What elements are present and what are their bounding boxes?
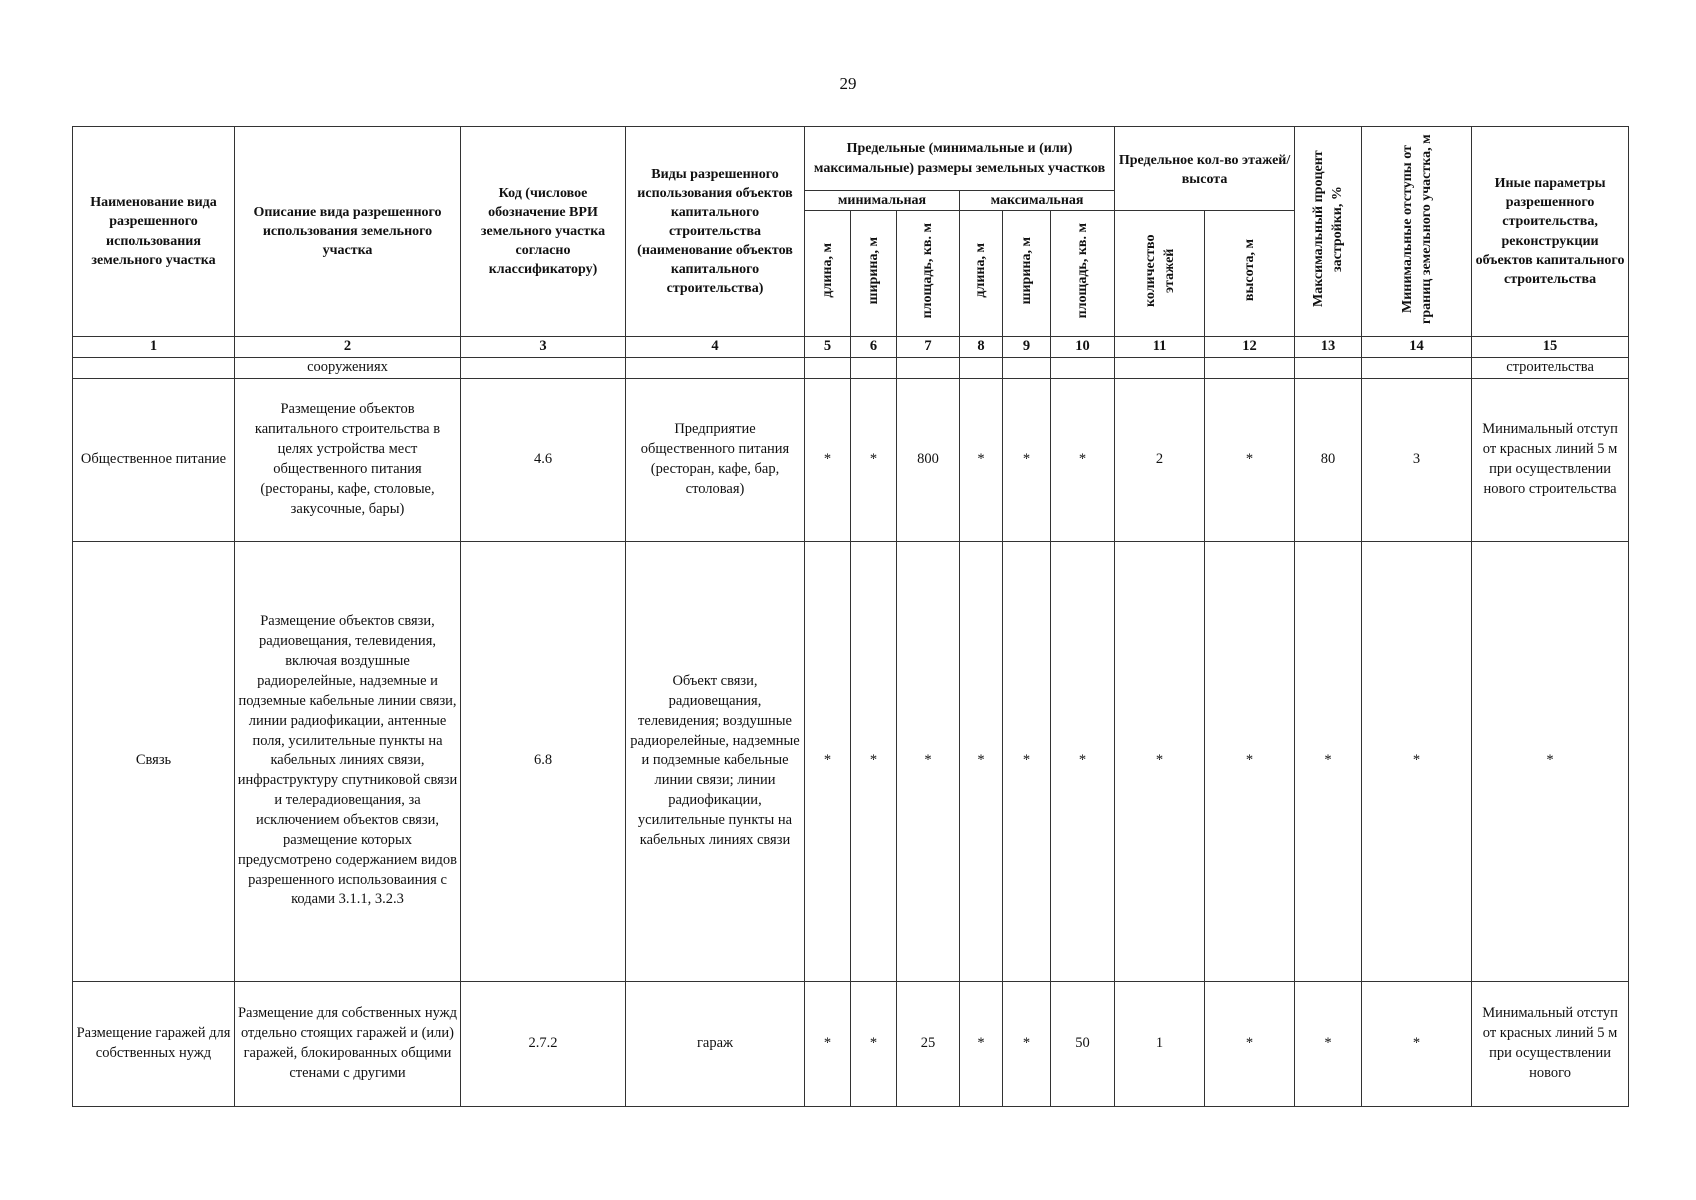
- column-number: 13: [1295, 337, 1362, 358]
- column-number: 3: [461, 337, 626, 358]
- row-other: Минимальный отступ от красных линий 5 м при осуществлении нового строительства: [1472, 378, 1629, 541]
- header-build-percent: [1295, 127, 1362, 337]
- table-cell: [626, 358, 805, 379]
- row-max-width: *: [1003, 541, 1051, 981]
- table-row: [73, 378, 1629, 541]
- table-cell: [1205, 358, 1295, 379]
- row-floors: 2: [1115, 378, 1205, 541]
- column-number: 5: [805, 337, 851, 358]
- row-objects: Объект связи, радиовещания, телевидения; воздушные радиорелейные, надземные и подземные кабельные линии связи; линии радиофикации, усилительные пункты на кабельных линиях связи: [626, 541, 805, 981]
- row-code: 6.8: [461, 541, 626, 981]
- row-max-length: *: [960, 378, 1003, 541]
- header-build-percent-label: Максимальный процент застройки, %: [1311, 150, 1346, 307]
- header-max-length: [960, 211, 1003, 337]
- row-max-length: *: [960, 981, 1003, 1106]
- row-min-area: *: [897, 541, 960, 981]
- header-description: Описание вида разрешенного использования земельного участка: [235, 127, 461, 337]
- row-height: *: [1205, 541, 1295, 981]
- row-build-percent: *: [1295, 981, 1362, 1106]
- row-min-width: *: [851, 541, 897, 981]
- row-max-area: *: [1051, 541, 1115, 981]
- header-name: Наименование вида разрешенного использования земельного участка: [73, 127, 235, 337]
- table-cell: [805, 358, 851, 379]
- column-number: 15: [1472, 337, 1629, 358]
- table-row: [73, 541, 1629, 981]
- row-other: Минимальный отступ от красных линий 5 м при осуществлении нового: [1472, 981, 1629, 1106]
- table-cell: [73, 358, 235, 379]
- table-cell: [1051, 358, 1115, 379]
- header-height-label: высота, м: [1242, 239, 1258, 302]
- row-floors: 1: [1115, 981, 1205, 1106]
- row-name: Размещение гаражей для собственных нужд: [73, 981, 235, 1106]
- table-cell: [461, 358, 626, 379]
- continuation-other: строительства: [1472, 358, 1629, 379]
- header-other: Иные параметры разрешенного строительства, реконструкции объектов капитального строительства: [1472, 127, 1629, 337]
- column-number: 11: [1115, 337, 1205, 358]
- table-cell: [1115, 358, 1205, 379]
- column-number: 14: [1362, 337, 1472, 358]
- header-min-width-label: ширина, м: [865, 236, 881, 305]
- row-floors: *: [1115, 541, 1205, 981]
- header-min-width: [851, 211, 897, 337]
- row-build-percent: 80: [1295, 378, 1362, 541]
- header-floors: [1115, 211, 1205, 337]
- row-objects: гараж: [626, 981, 805, 1106]
- column-number: 6: [851, 337, 897, 358]
- header-max-length-label: длина, м: [973, 243, 989, 298]
- row-code: 2.7.2: [461, 981, 626, 1106]
- row-min-area: 800: [897, 378, 960, 541]
- table-cell: [897, 358, 960, 379]
- row-description: Размещение объектов связи, радиовещания, телевидения, включая воздушные радиорелейные, надземные и подземные кабельные линии связи, линии радиофикации, антенные поля, усилительные пункты на кабельных линиях связи, инфраструктуру спутниковой связи и телерадиовещания, за исключением объектов связи, размещение которых предусмотрено содержанием видов разрешенного использоваиния с кодами 3.1.1, 3.2.3: [235, 541, 461, 981]
- table-row: [73, 981, 1629, 1106]
- page-number: 29: [839, 74, 857, 93]
- row-height: *: [1205, 981, 1295, 1106]
- continuation-row: [73, 358, 1629, 379]
- header-max-width: [1003, 211, 1051, 337]
- header-code: Код (числовое обозначение ВРИ земельного участка согласно классификатору): [461, 127, 626, 337]
- header-group-max: максимальная: [960, 191, 1115, 211]
- header-min-length-label: длина, м: [819, 243, 835, 298]
- column-number: 10: [1051, 337, 1115, 358]
- row-min-length: *: [805, 541, 851, 981]
- row-name: Связь: [73, 541, 235, 981]
- column-number: 1: [73, 337, 235, 358]
- header-min-area: [897, 211, 960, 337]
- column-number: 7: [897, 337, 960, 358]
- continuation-description: сооружениях: [235, 358, 461, 379]
- row-max-length: *: [960, 541, 1003, 981]
- row-setback: 3: [1362, 378, 1472, 541]
- column-number: 9: [1003, 337, 1051, 358]
- header-floors-label: количество этажей: [1142, 234, 1177, 307]
- header-max-area-label: площадь, кв. м: [1075, 222, 1090, 319]
- row-setback: *: [1362, 981, 1472, 1106]
- row-max-width: *: [1003, 981, 1051, 1106]
- row-objects: Предприятие общественного питания (ресторан, кафе, бар, столовая): [626, 378, 805, 541]
- row-min-area: 25: [897, 981, 960, 1106]
- column-number: 4: [626, 337, 805, 358]
- row-min-width: *: [851, 378, 897, 541]
- column-number: 8: [960, 337, 1003, 358]
- header-min-length: [805, 211, 851, 337]
- header-setback-label: Минимальные отступы от границ земельного участка, м: [1399, 133, 1434, 324]
- header-min-area-label: площадь, кв. м: [920, 222, 936, 319]
- row-setback: *: [1362, 541, 1472, 981]
- header-setback: [1362, 127, 1472, 337]
- row-min-length: *: [805, 378, 851, 541]
- row-other: *: [1472, 541, 1629, 981]
- table-cell: [1003, 358, 1051, 379]
- row-name: Общественное питание: [73, 378, 235, 541]
- header-group-min: минимальная: [805, 191, 960, 211]
- table-cell: [1295, 358, 1362, 379]
- column-number-row: [73, 337, 1629, 358]
- header-max-area: [1051, 211, 1115, 337]
- row-description: Размещение объектов капитального строительства в целях устройства мест общественного питания (рестораны, кафе, столовые, закусочные, бары): [235, 378, 461, 541]
- header-max-width-label: ширина, м: [1018, 236, 1034, 305]
- row-build-percent: *: [1295, 541, 1362, 981]
- row-max-area: 50: [1051, 981, 1115, 1106]
- column-number: 2: [235, 337, 461, 358]
- table-cell: [1362, 358, 1472, 379]
- row-max-width: *: [1003, 378, 1051, 541]
- column-number: 12: [1205, 337, 1295, 358]
- header-group-sizes: Предельные (минимальные и (или) максимальные) размеры земельных участков: [805, 127, 1115, 191]
- row-height: *: [1205, 378, 1295, 541]
- row-min-width: *: [851, 981, 897, 1106]
- row-max-area: *: [1051, 378, 1115, 541]
- table-cell: [960, 358, 1003, 379]
- row-description: Размещение для собственных нужд отдельно стоящих гаражей и (или) гаражей, блокированных общими стенами с другими: [235, 981, 461, 1106]
- header-group-floors: Предельное кол-во этажей/высота: [1115, 127, 1295, 211]
- table-cell: [851, 358, 897, 379]
- header-objects: Виды разрешенного использования объектов капитального строительства (наименование объектов капитального строительства): [626, 127, 805, 337]
- row-min-length: *: [805, 981, 851, 1106]
- regulations-table: [72, 126, 1629, 1107]
- header-height: [1205, 211, 1295, 337]
- row-code: 4.6: [461, 378, 626, 541]
